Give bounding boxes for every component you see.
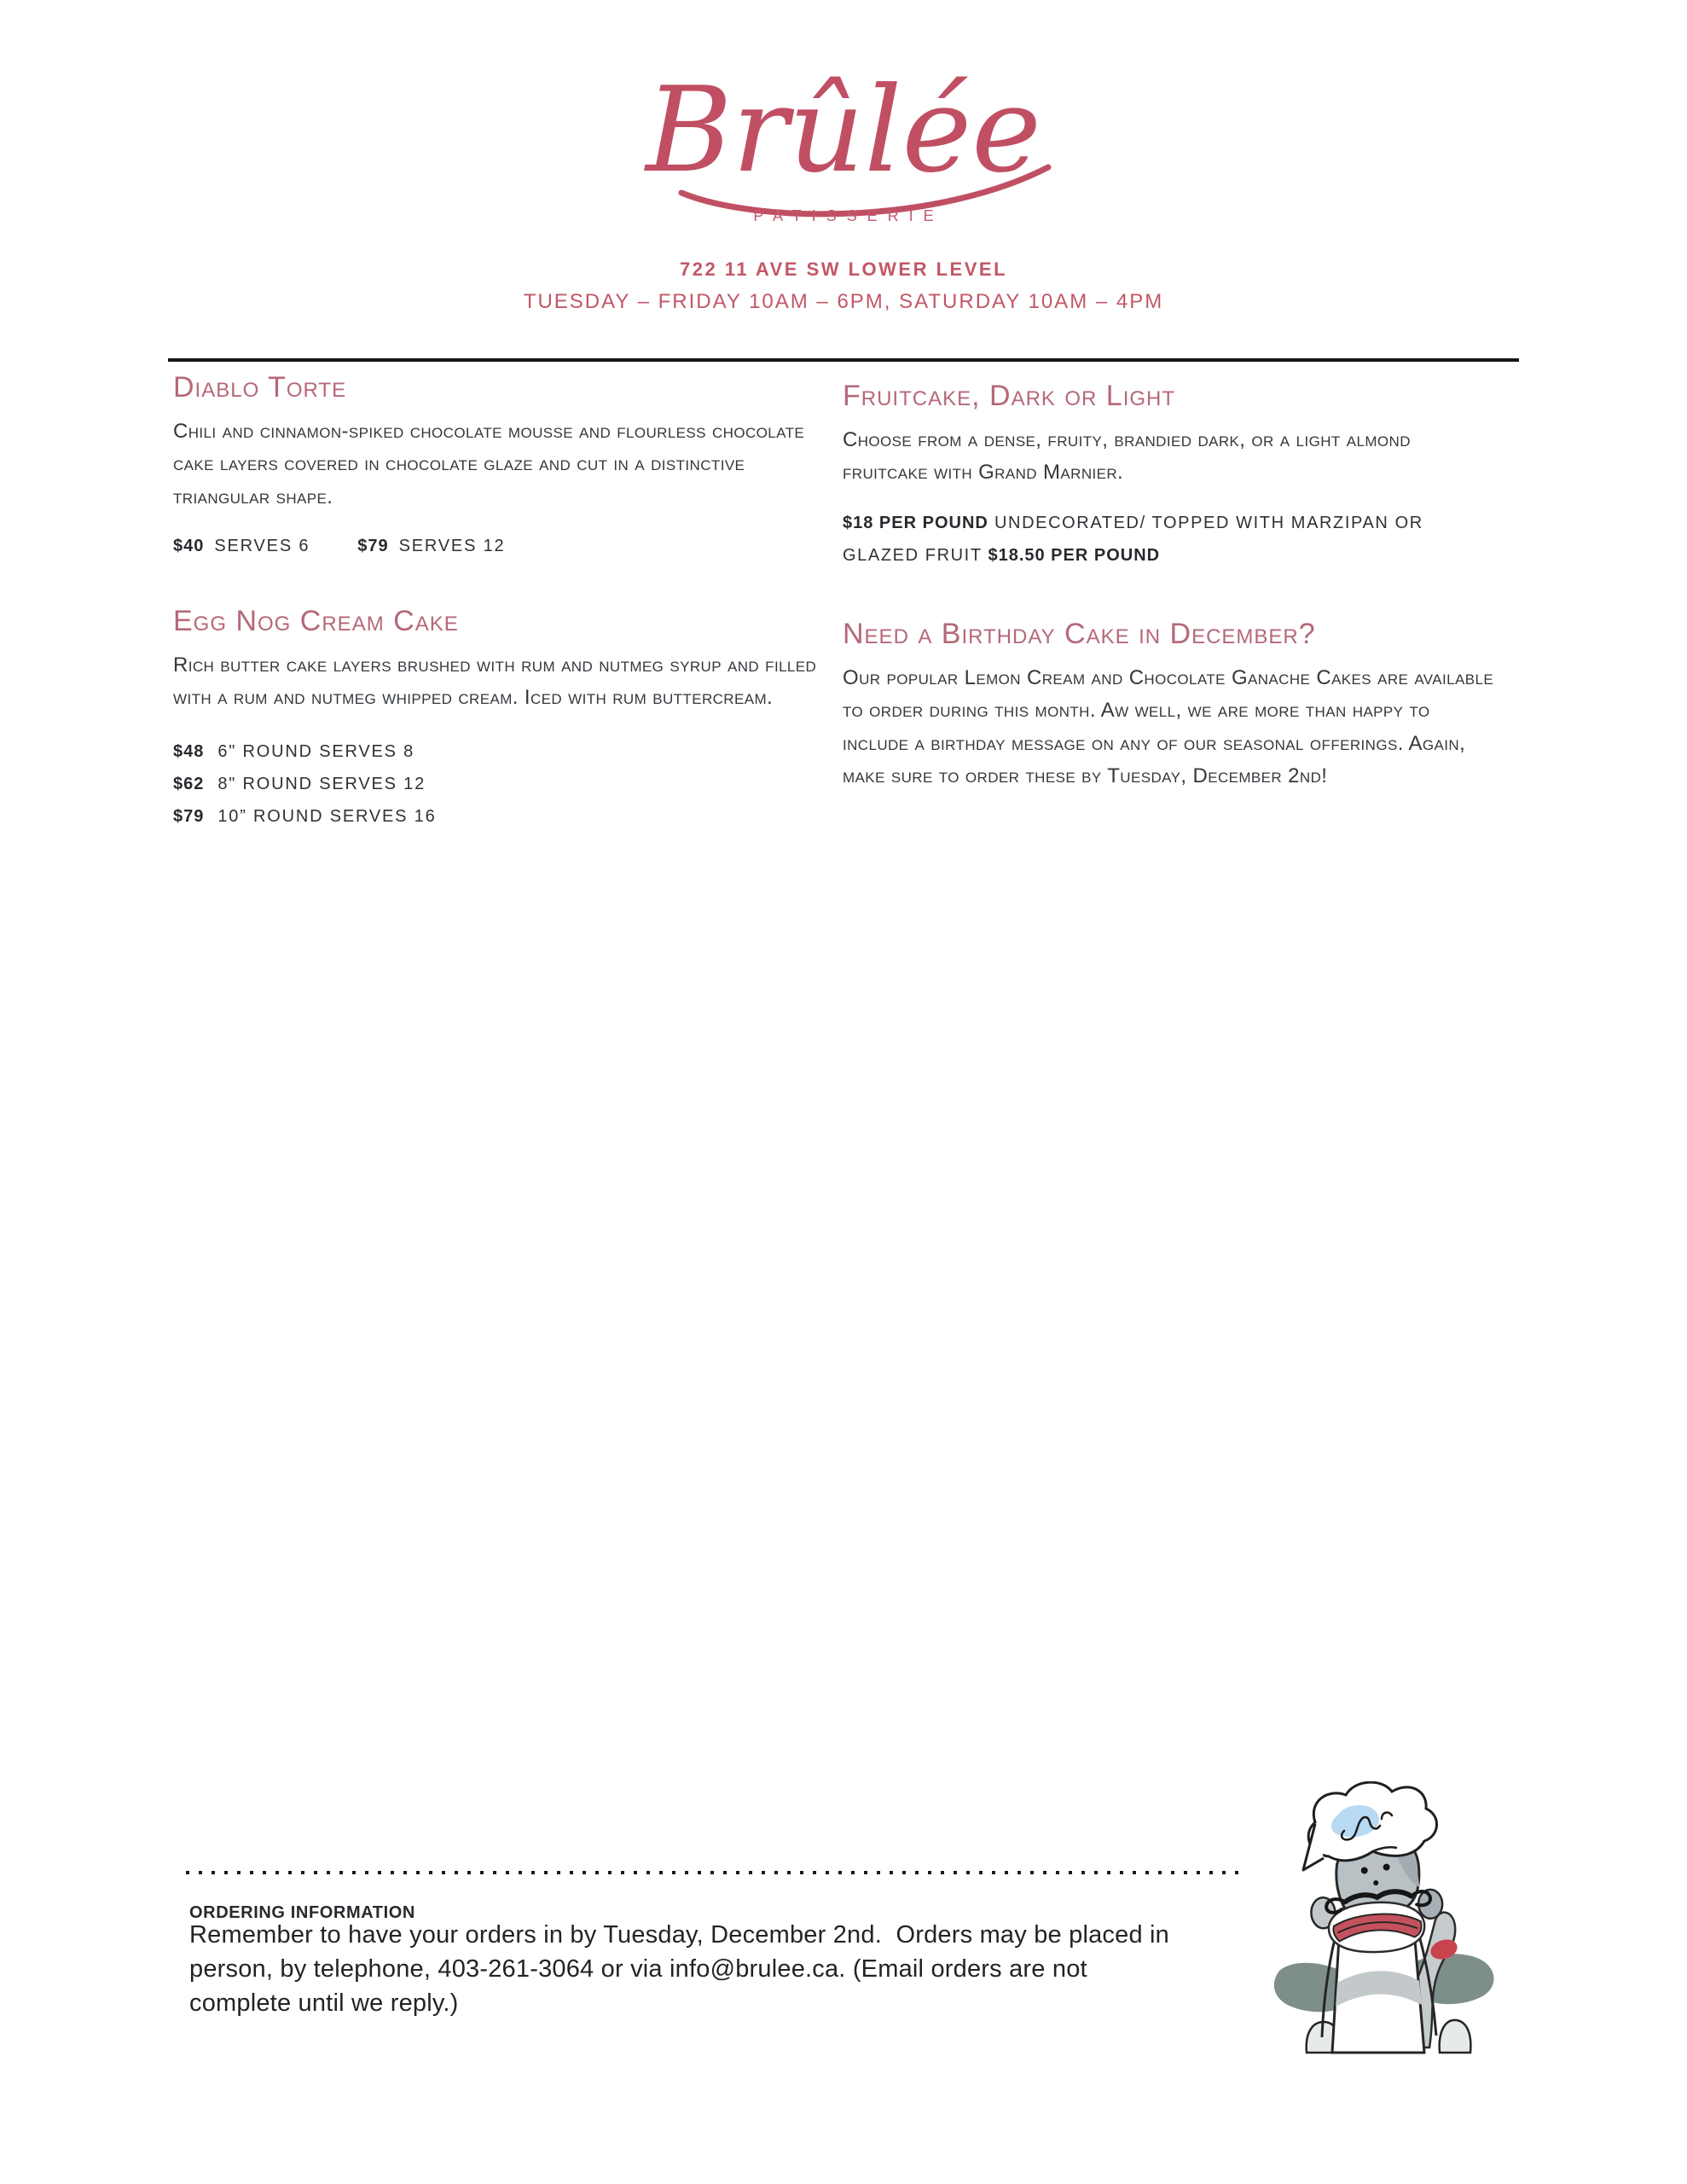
store-address: 722 11 AVE SW LOWER LEVEL bbox=[679, 258, 1008, 280]
section-title: Diablo Torte bbox=[173, 371, 347, 404]
sock-monkey-chef-illustration bbox=[1262, 1781, 1518, 2054]
price-label: 6" ROUND SERVES 8 bbox=[217, 741, 415, 761]
price-label: 10” ROUND SERVES 16 bbox=[217, 806, 437, 826]
price-pair bbox=[357, 537, 505, 556]
section-description: Our popular Lemon Cream and Chocolate Ganache Cakes are available to order during this month. Aw well, we are more than happy to include a birthday message on any of our seasonal offerings. Again, make sure to order these by Tuesday, December 2nd! bbox=[843, 665, 1494, 788]
monkey-paw-right bbox=[1440, 2020, 1471, 2053]
price-amount: $79 bbox=[357, 537, 389, 556]
ordering-information-label: ORDERING INFORMATION bbox=[189, 1903, 415, 1922]
price-amount: $18 PER POUND bbox=[843, 513, 988, 532]
section-title: Fruitcake, Dark or Light bbox=[843, 380, 1176, 412]
price-row bbox=[173, 537, 828, 556]
menu-section-need-a-birthday-cake-in-december bbox=[843, 619, 1498, 793]
section-title: Need a Birthday Cake in December? bbox=[843, 618, 1316, 650]
price-amount: $48 bbox=[173, 741, 205, 761]
price-pair bbox=[173, 537, 310, 556]
price-label: 8" ROUND SERVES 12 bbox=[217, 774, 426, 793]
section-description: Choose from a dense, fruity, brandied dark, or a light almond fruitcake with Grand Marnier. bbox=[843, 427, 1411, 485]
price-label: SERVES 12 bbox=[398, 537, 506, 556]
price-amount: $62 bbox=[173, 774, 205, 793]
logo-wordmark: Brûlée bbox=[646, 61, 1041, 199]
brulee-logo bbox=[571, 49, 1116, 220]
ordering-information-text: Remember to have your orders in by Tuesday, December 2nd. Orders may be placed in person, by telephone, 403-261-3064 or via info@brulee.ca. (Email orders are not complete until we reply.) bbox=[189, 1921, 1170, 2017]
price-text bbox=[843, 507, 1481, 572]
section-description: Rich butter cake layers brushed with rum and nutmeg syrup and filled with a rum and nutmeg whipped cream. Iced with rum buttercream. bbox=[173, 653, 817, 710]
price-label: UNDECORATED/ TOPPED WITH MARZIPAN OR GLAZED FRUIT bbox=[843, 513, 1423, 565]
section-title: Egg Nog Cream Cake bbox=[173, 605, 459, 637]
footer-divider bbox=[186, 1871, 1240, 1874]
price-amount: $18.50 PER POUND bbox=[988, 545, 1161, 565]
price-list bbox=[173, 735, 837, 833]
logo-subtitle: PATISSERIE bbox=[753, 207, 944, 224]
price-line bbox=[173, 768, 837, 800]
price-amount: $79 bbox=[173, 806, 205, 826]
menu-section-egg-nog-cream-cake bbox=[173, 607, 837, 833]
price-label: SERVES 6 bbox=[214, 537, 310, 556]
menu-section-diablo-torte bbox=[173, 373, 828, 556]
menu-section-fruitcake-dark-or-light bbox=[843, 381, 1481, 572]
header-divider bbox=[168, 358, 1519, 362]
store-hours: TUESDAY – FRIDAY 10AM – 6PM, SATURDAY 10AM – 4PM bbox=[523, 290, 1164, 313]
price-line bbox=[173, 800, 837, 833]
price-amount: $40 bbox=[173, 537, 205, 556]
section-description: Chili and cinnamon-spiked chocolate mousse and flourless chocolate cake layers covered in chocolate glaze and cut in a distinctive triangular shape. bbox=[173, 419, 805, 508]
price-line bbox=[173, 735, 837, 768]
